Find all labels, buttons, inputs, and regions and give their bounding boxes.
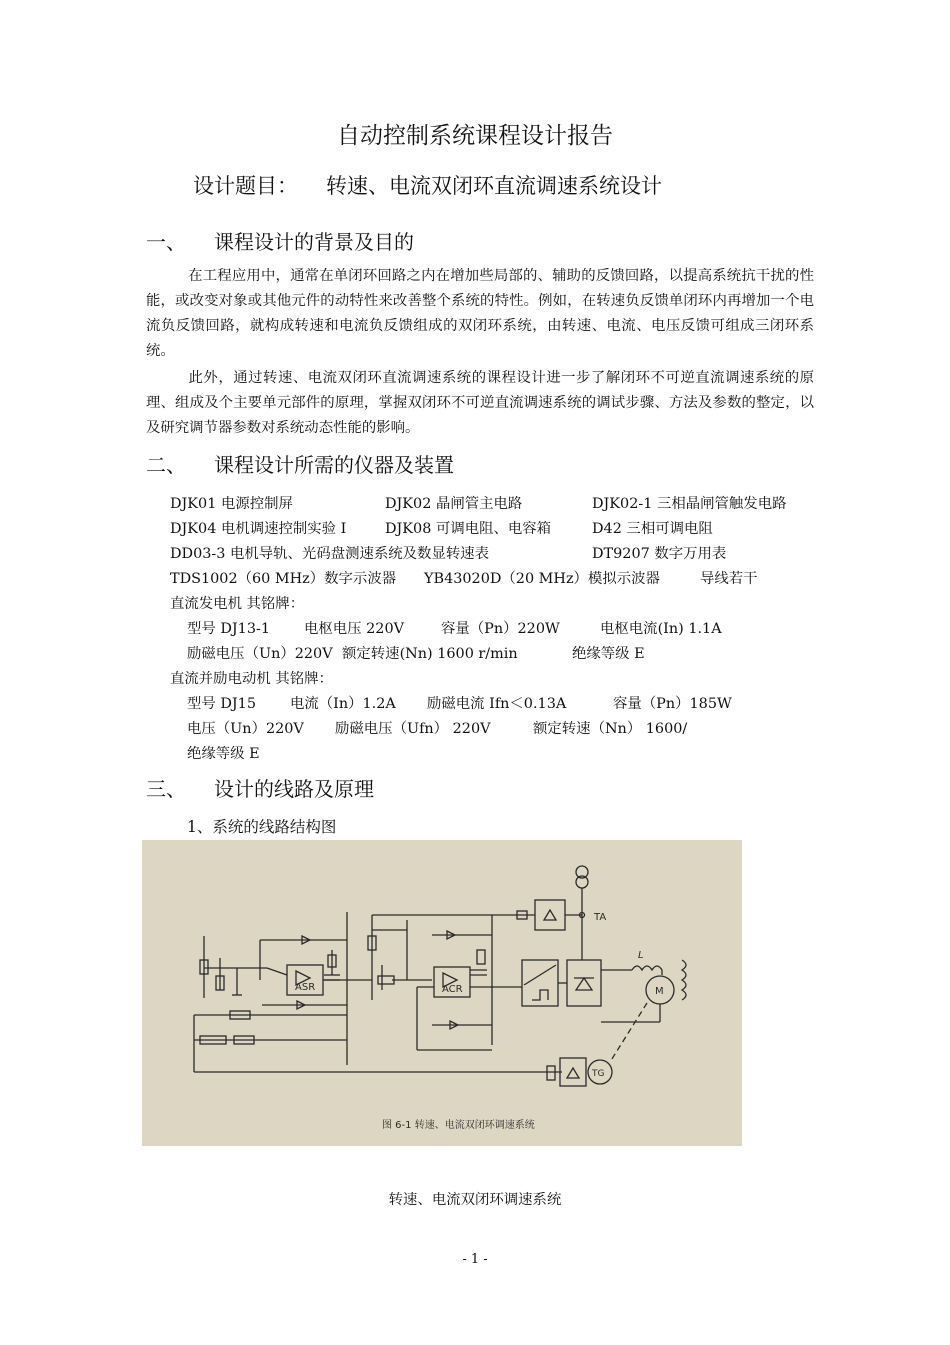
inductor — [632, 966, 662, 970]
section-1-heading — [146, 226, 414, 255]
circuit-diagram — [142, 840, 742, 1146]
equip-row-2-col-2: DJK08 可调电阻、电容箱 — [385, 521, 552, 537]
section-3-heading — [146, 773, 374, 802]
motor-insulation: 绝缘等级 E — [187, 746, 260, 762]
trigger-diagonal — [524, 965, 556, 985]
section-2-number: 二、 — [146, 453, 186, 477]
generator-armature-current: 电枢电流(In) 1.1A — [600, 621, 722, 637]
inductor-label: L — [638, 950, 644, 961]
generator-heading: 直流发电机 其铭牌： — [170, 596, 305, 612]
generator-armature-voltage: 电枢电压 220V — [304, 621, 404, 637]
tg-label: TG — [592, 1069, 605, 1079]
section-1-paragraph-1 — [146, 264, 814, 364]
equip-row-4-col-2: YB43020D（20 MHz）模拟示波器 — [424, 571, 660, 587]
equip-row-1-col-2: DJK02 晶闸管主电路 — [385, 496, 523, 512]
equip-row-3-col-2: DT9207 数字万用表 — [592, 546, 727, 562]
section-1-number: 一、 — [146, 230, 186, 254]
equip-row-4-col-3: 导线若干 — [700, 571, 758, 587]
generator-rated-speed: 额定转速(Nn) 1600 r/min — [342, 646, 518, 662]
asr-label: ASR — [295, 982, 316, 993]
resistor — [378, 976, 394, 984]
figure-title: 转速、电流双闭环调速系统 — [388, 1192, 562, 1208]
equip-row-4-col-1: TDS1002（60 MHz）数字示波器 — [170, 571, 397, 587]
generator-model: 型号 DJ13-1 — [187, 621, 270, 637]
section-1-paragraph-2-text: 此外，通过转速、电流双闭环直流调速系统的课程设计进一步了解闭环不可逆直流调速系统的原理、组成及个主要单元部件的原理，掌握双闭环不可逆直流调速系统的调试步骤、方法及参数的整定，以及研究调节器参数对系统动态性能的影响。 — [146, 370, 814, 436]
design-topic — [193, 170, 662, 200]
section-3-title: 设计的线路及原理 — [214, 777, 374, 801]
thyristor-bridge — [567, 960, 601, 1006]
resistor — [477, 950, 485, 964]
design-topic-text: 转速、电流双闭环直流调速系统设计 — [326, 174, 662, 198]
diode-symbol — [567, 1068, 579, 1078]
page-title: 自动控制系统课程设计报告 — [337, 123, 613, 149]
motor-model: 型号 DJ15 — [187, 696, 256, 712]
current-rectifier — [535, 900, 565, 930]
diode-symbol — [544, 910, 556, 920]
field-winding — [682, 960, 686, 1000]
section-1-title: 课程设计的背景及目的 — [214, 230, 414, 254]
shaft-coupling — [610, 1003, 647, 1062]
equip-row-2-col-1: DJK04 电机调速控制实验 I — [170, 521, 347, 537]
section-3-number: 三、 — [146, 777, 186, 801]
thyristor-symbol — [576, 978, 592, 990]
generator-excitation-voltage: 励磁电压（Un）220V — [187, 646, 333, 662]
subsection-1-title: 1、系统的线路结构图 — [187, 818, 337, 836]
motor-excitation-current: 励磁电流 Ifn＜0.13A — [427, 696, 567, 712]
page-number: - 1 - — [462, 1252, 488, 1267]
section-1-paragraph-1-text: 在工程应用中，通常在单闭环回路之内在增加些局部的、辅助的反馈回路，以提高系统抗干扰的性能，或改变对象或其他元件的动特性来改善整个系统的特性。例如，在转速负反馈单闭环内再增加一个电流负反馈回路，就构成转速和电流负反馈组成的双闭环系统，由转速、电流、电压反馈可组成三闭环系统。 — [146, 268, 814, 359]
design-topic-label: 设计题目： — [193, 174, 298, 198]
equip-row-1-col-3: DJK02-1 三相晶闸管触发电路 — [592, 496, 787, 512]
pulse-symbol — [532, 990, 548, 1000]
generator-capacity: 容量（Pn）220W — [441, 621, 560, 637]
section-2-heading — [146, 449, 454, 478]
equip-row-3-col-1: DD03-3 电机导轨、光码盘测速系统及数显转速表 — [170, 546, 490, 562]
section-2-title: 课程设计所需的仪器及装置 — [214, 453, 454, 477]
equip-row-1-col-1: DJK01 电源控制屏 — [170, 496, 293, 512]
generator-insulation: 绝缘等级 E — [572, 646, 645, 662]
resistor — [547, 1066, 555, 1080]
motor-voltage: 电压（Un）220V — [187, 721, 304, 737]
ta-label: TA — [594, 912, 607, 923]
section-1-paragraph-2 — [146, 366, 814, 441]
motor-rated-speed: 额定转速（Nn） 1600/ — [533, 721, 688, 737]
motor-capacity: 容量（Pn）185W — [613, 696, 732, 712]
speed-rectifier — [560, 1058, 586, 1086]
equip-row-2-col-3: D42 三相可调电阻 — [592, 521, 713, 537]
motor-excitation-voltage: 励磁电压（Ufn） 220V — [335, 721, 491, 737]
motor-current: 电流（In）1.2A — [290, 696, 396, 712]
wire — [267, 968, 287, 975]
acr-label: ACR — [442, 984, 463, 995]
figure-caption: 图 6-1 转速、电流双闭环调速系统 — [382, 1120, 535, 1131]
motor-label: M — [655, 986, 664, 997]
circuit-diagram-figure — [142, 840, 742, 1146]
motor-heading: 直流并励电动机 其铭牌： — [170, 671, 333, 687]
